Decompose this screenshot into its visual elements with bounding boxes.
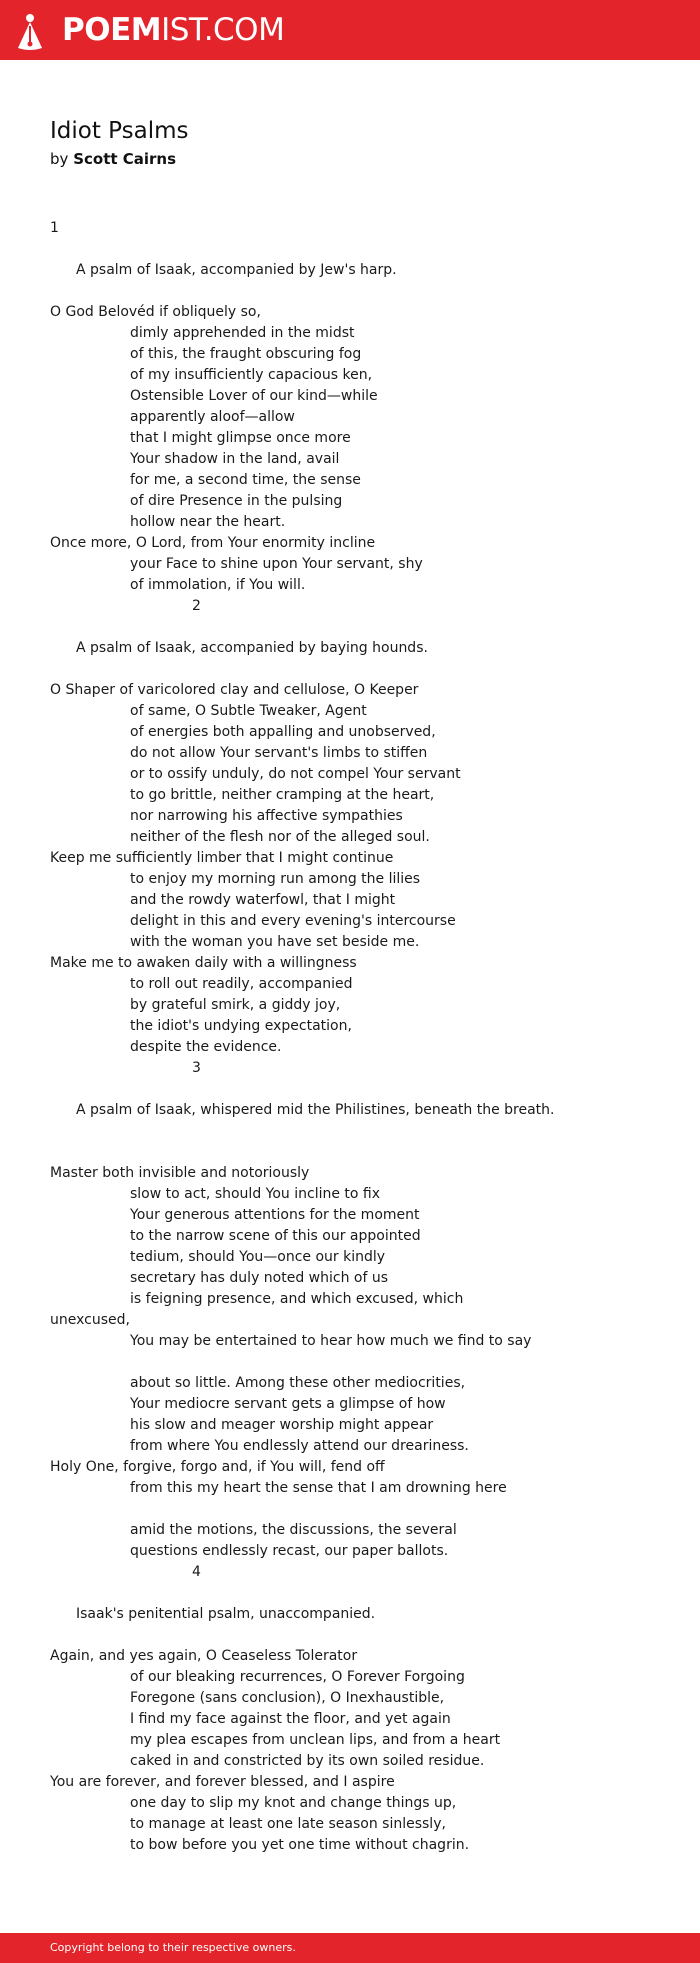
- poem-line: nor narrowing his affective sympathies: [130, 808, 403, 824]
- poem-line: Ostensible Lover of our kind—while: [130, 388, 378, 404]
- pencil-tip-icon[interactable]: [16, 10, 44, 52]
- site-footer: [0, 1933, 700, 1963]
- poem-line: neither of the flesh nor of the alleged soul.: [130, 829, 430, 845]
- poem-line: of my insufficiently capacious ken,: [130, 367, 373, 383]
- poem-line: the idiot's undying expectation,: [130, 1018, 352, 1034]
- poem-line: Your generous attentions for the moment: [130, 1207, 420, 1223]
- poem-line: that I might glimpse once more: [130, 430, 351, 446]
- poem-line: caked in and constricted by its own soiled residue.: [130, 1753, 485, 1769]
- poem-line: dimly apprehended in the midst: [130, 325, 355, 341]
- poem-line: to go brittle, neither cramping at the heart,: [130, 787, 435, 803]
- poem-line: your Face to shine upon Your servant, shy: [130, 556, 423, 572]
- section-number: 4: [192, 1564, 201, 1580]
- poem-line: my plea escapes from unclean lips, and from a heart: [130, 1732, 501, 1748]
- poem-line: slow to act, should You incline to fix: [130, 1186, 381, 1202]
- poem-line: by grateful smirk, a giddy joy,: [130, 997, 341, 1013]
- copyright-notice: Copyright belong to their respective owners.: [50, 1941, 296, 1954]
- poem-line: O Shaper of varicolored clay and cellulose, O Keeper: [50, 682, 419, 698]
- poem-line: to enjoy my morning run among the lilies: [130, 871, 421, 887]
- poem-line: from where You endlessly attend our dreariness.: [130, 1438, 469, 1454]
- poem-line: is feigning presence, and which excused, which: [130, 1291, 464, 1307]
- byline-prefix: by: [50, 150, 69, 168]
- poem-line: to the narrow scene of this our appointed: [130, 1228, 421, 1244]
- poem-line: his slow and meager worship might appear: [130, 1417, 434, 1433]
- poem-line: O God Belovéd if obliquely so,: [50, 304, 261, 320]
- poem-line: of same, O Subtle Tweaker, Agent: [130, 703, 367, 719]
- poem-line: amid the motions, the discussions, the several: [130, 1522, 457, 1538]
- poem-title: Idiot Psalms: [50, 118, 189, 144]
- poem-line: Holy One, forgive, forgo and, if You will, fend off: [50, 1459, 385, 1475]
- poem-line: Once more, O Lord, from Your enormity incline: [50, 535, 376, 551]
- poem-line: secretary has duly noted which of us: [130, 1270, 389, 1286]
- poem-line: Isaak's penitential psalm, unaccompanied.: [76, 1606, 376, 1622]
- poem-line: I find my face against the floor, and yet again: [130, 1711, 451, 1727]
- poem-line: Foregone (sans conclusion), O Inexhaustible,: [130, 1690, 445, 1706]
- section-number: 1: [50, 220, 59, 236]
- poem-line: to manage at least one late season sinlessly,: [130, 1816, 446, 1832]
- poem-line: of this, the fraught obscuring fog: [130, 346, 362, 362]
- poem-line: A psalm of Isaak, whispered mid the Philistines, beneath the breath.: [76, 1102, 555, 1118]
- poem-line: Your shadow in the land, avail: [130, 451, 340, 467]
- poem-line: Master both invisible and notoriously: [50, 1165, 310, 1181]
- poem-line: to bow before you yet one time without chagrin.: [130, 1837, 470, 1853]
- poem-line: tedium, should You—once our kindly: [130, 1249, 386, 1265]
- poem-line: or to ossify unduly, do not compel Your servant: [130, 766, 461, 782]
- poem-line: one day to slip my knot and change things up,: [130, 1795, 457, 1811]
- poem-line: delight in this and every evening's intercourse: [130, 913, 456, 929]
- poem-line: from this my heart the sense that I am drowning here: [130, 1480, 507, 1496]
- poem-line: despite the evidence.: [130, 1039, 282, 1055]
- section-number: 2: [192, 598, 201, 614]
- poem-author: Scott Cairns: [73, 150, 177, 168]
- poem-line: A psalm of Isaak, accompanied by baying hounds.: [76, 640, 428, 656]
- poem-line: You may be entertained to hear how much we find to say: [130, 1333, 532, 1349]
- logo-bold: POEM: [62, 12, 162, 48]
- poem-line: A psalm of Isaak, accompanied by Jew's harp.: [76, 262, 397, 278]
- poem-line: Keep me sufficiently limber that I might continue: [50, 850, 394, 866]
- poem-line: questions endlessly recast, our paper ballots.: [130, 1543, 449, 1559]
- poem-line: hollow near the heart.: [130, 514, 286, 530]
- poem-line: and the rowdy waterfowl, that I might: [130, 892, 396, 908]
- poem-byline: [50, 148, 176, 170]
- poem-line: for me, a second time, the sense: [130, 472, 361, 488]
- poem-line: do not allow Your servant's limbs to stiffen: [130, 745, 428, 761]
- poem-line: unexcused,: [50, 1312, 130, 1328]
- poem-line: apparently aloof—allow: [130, 409, 295, 425]
- poem-line: Again, and yes again, O Ceaseless Tolerator: [50, 1648, 358, 1664]
- poem-line: of dire Presence in the pulsing: [130, 493, 343, 509]
- poem-line: Your mediocre servant gets a glimpse of how: [130, 1396, 446, 1412]
- poem-line: with the woman you have set beside me.: [130, 934, 420, 950]
- poem-line: about so little. Among these other mediocrities,: [130, 1375, 466, 1391]
- poem-line: of energies both appalling and unobserved,: [130, 724, 436, 740]
- section-number: 3: [192, 1060, 201, 1076]
- poem-line: of immolation, if You will.: [130, 577, 306, 593]
- logo-light: IST.COM: [161, 12, 285, 48]
- poem-line: Make me to awaken daily with a willingness: [50, 955, 357, 971]
- poem-line: to roll out readily, accompanied: [130, 976, 353, 992]
- poem-line: You are forever, and forever blessed, and I aspire: [50, 1774, 395, 1790]
- site-logo[interactable]: [62, 12, 284, 48]
- poem-line: of our bleaking recurrences, O Forever Forgoing: [130, 1669, 465, 1685]
- site-header: [0, 0, 700, 60]
